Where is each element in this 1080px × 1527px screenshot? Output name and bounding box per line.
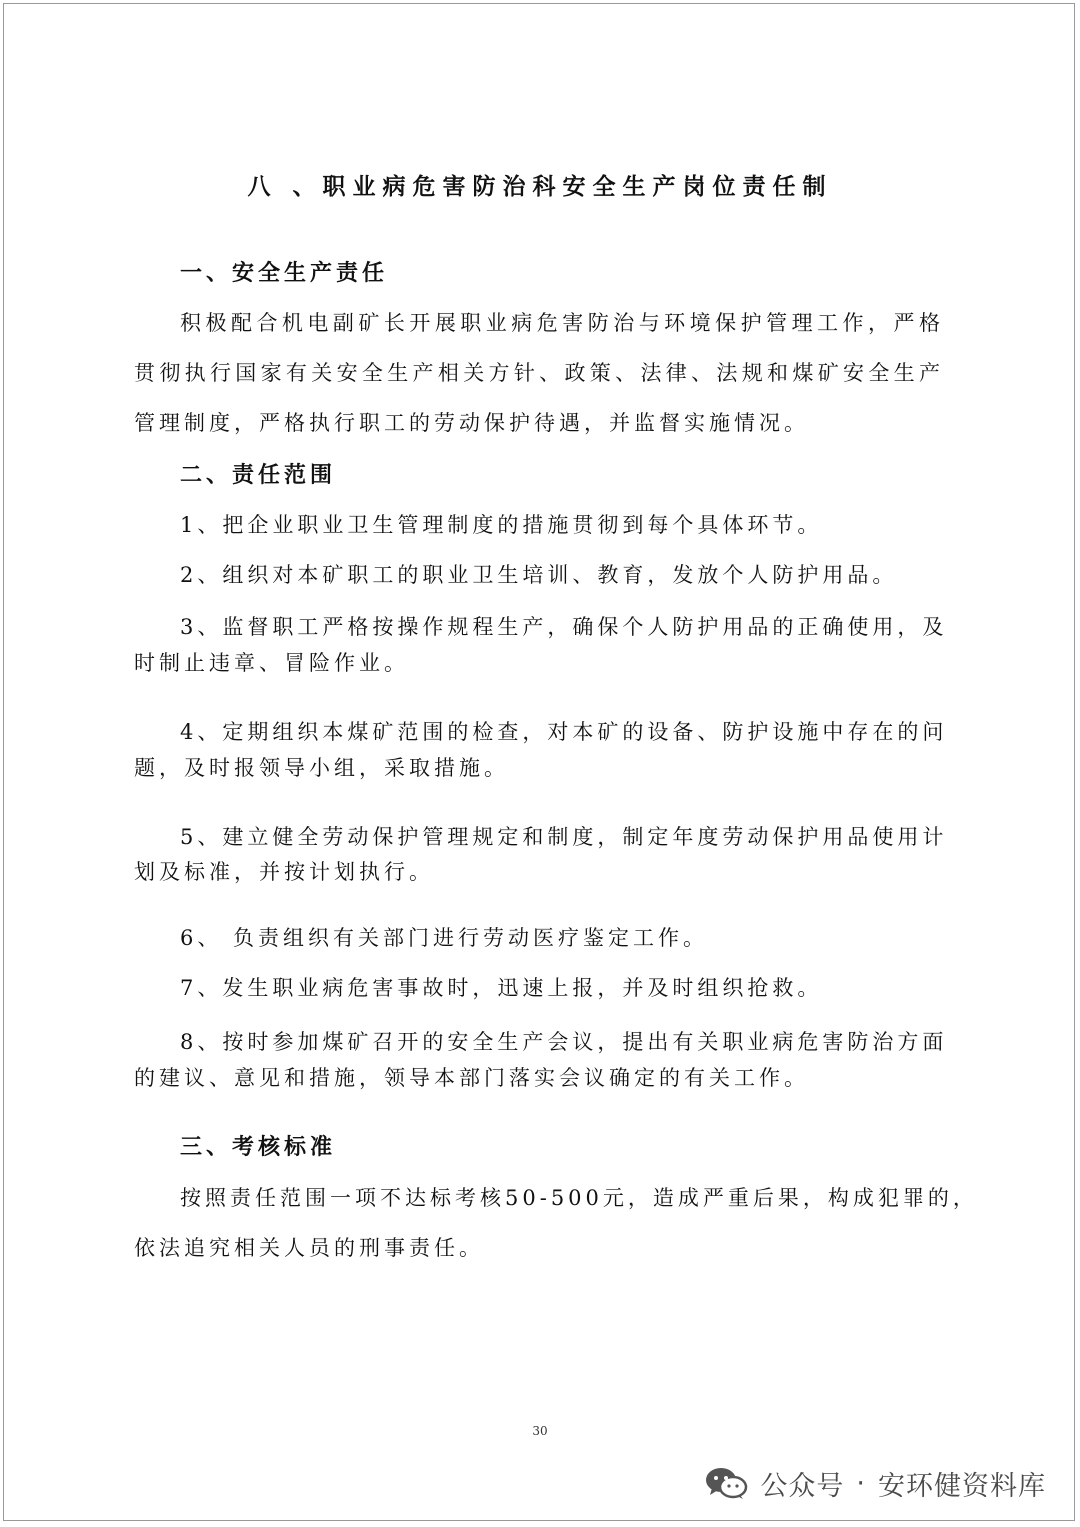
watermark-account: 安环健资料库 — [878, 1470, 1046, 1502]
paragraph-line: 依法追究相关人员的刑事责任。 — [134, 1236, 484, 1260]
paragraph-line: 积极配合机电副矿长开展职业病危害防治与环境保护管理工作，严格 — [180, 311, 944, 335]
list-item-6: 6、 负责组织有关部门进行劳动医疗鉴定工作。 — [180, 926, 709, 950]
list-item-1: 1、把企业职业卫生管理制度的措施贯彻到每个具体环节。 — [180, 513, 823, 537]
list-item-3-continued: 时制止违章、冒险作业。 — [134, 651, 409, 675]
watermark-label: 公众号 — [760, 1470, 845, 1502]
section-heading-responsibility: 一、安全生产责任 — [180, 260, 389, 286]
watermark-separator: · — [856, 1467, 866, 1499]
list-item-3: 3、监督职工严格按操作规程生产，确保个人防护用品的正确使用，及 — [180, 615, 948, 639]
paragraph-line: 按照责任范围一项不达标考核50-500元，造成严重后果，构成犯罪的， — [180, 1186, 978, 1210]
document-title: 八 、职业病危害防治科安全生产岗位责任制 — [247, 173, 833, 200]
paragraph-line: 管理制度，严格执行职工的劳动保护待遇，并监督实施情况。 — [134, 411, 809, 435]
paragraph-line: 贯彻执行国家有关安全生产相关方针、政策、法律、法规和煤矿安全生产 — [134, 361, 944, 385]
watermark — [704, 1463, 1046, 1503]
wechat-icon — [704, 1466, 748, 1500]
list-item-8-continued: 的建议、意见和措施，领导本部门落实会议确定的有关工作。 — [134, 1066, 809, 1090]
page-number: 30 — [532, 1424, 548, 1438]
list-item-4: 4、定期组织本煤矿范围的检查，对本矿的设备、防护设施中存在的问 — [180, 720, 948, 744]
section-heading-scope: 二、责任范围 — [180, 462, 337, 488]
list-item-5-continued: 划及标准，并按计划执行。 — [134, 860, 434, 884]
section-heading-assessment: 三、考核标准 — [180, 1134, 337, 1160]
list-item-5: 5、建立健全劳动保护管理规定和制度，制定年度劳动保护用品使用计 — [180, 825, 948, 849]
list-item-2: 2、组织对本矿职工的职业卫生培训、教育，发放个人防护用品。 — [180, 563, 898, 587]
list-item-7: 7、发生职业病危害事故时，迅速上报，并及时组织抢救。 — [180, 976, 823, 1000]
list-item-8: 8、按时参加煤矿召开的安全生产会议，提出有关职业病危害防治方面 — [180, 1030, 948, 1054]
list-item-4-continued: 题，及时报领导小组，采取措施。 — [134, 756, 509, 780]
